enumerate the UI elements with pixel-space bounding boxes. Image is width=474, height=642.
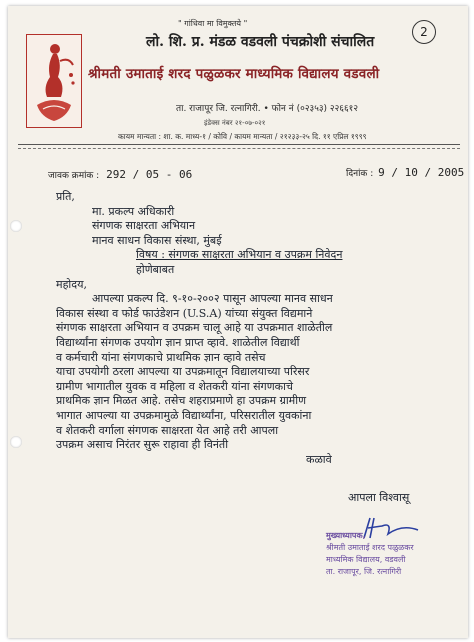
woman-figure-icon (27, 35, 81, 127)
closing-word: कळावे (306, 452, 332, 466)
header-divider-dashed (18, 148, 460, 149)
paragraph-line: ग्रामीण भागातील युवक व महिला व शेतकरी यांना संगणकाचे (56, 379, 293, 393)
letter-body (56, 190, 466, 467)
paragraph-line: याचा उपयोगी ठरला आपल्या या उपक्रमातून विद्यालयाच्या परिसर (56, 365, 310, 379)
paragraph-line: उपक्रम असाच निरंतर सुरू राहावा ही विनंती (56, 438, 229, 452)
motto: " गांधिवा मा विमुक्तये " (178, 19, 248, 28)
paragraph-line: आपल्या प्रकल्प दि. ९-१०-२००२ पासून आपल्या मानव साधन (92, 292, 333, 306)
index-number: इंडेक्स नंबर २१-०७-०२१ (204, 119, 266, 127)
sign-off: आपला विश्वासू (348, 491, 410, 504)
page-number: 2 (412, 20, 436, 44)
letter-sheet (8, 6, 468, 638)
outward-label: जावक क्रमांक : (48, 171, 100, 181)
outward-number (48, 168, 192, 181)
salutation: महोदय, (56, 277, 87, 291)
outward-value: 292 / 05 - 06 (106, 168, 193, 181)
paragraph-line: संगणक साक्षरता अभियान व उपक्रम चालू आहे या उपक्रमात शाळेतील (56, 321, 333, 335)
paragraph-line: व कर्मचारी यांना संगणकाचे प्राथमिक ज्ञान व्हावे तसेच (56, 350, 266, 364)
recipient-line: मा. प्रकल्प अधिकारी (92, 204, 175, 218)
paragraph-line: व शेतकरी वर्गाला संगणक साक्षरता येत आहे तरी आपला (56, 423, 279, 437)
paragraph-line: विकास संस्था व फोर्ड फाउंडेशन (U.S.A) यांच्या संयुक्त विद्यमाने (56, 306, 313, 320)
punch-hole-top (10, 220, 22, 232)
letter-date (346, 166, 464, 179)
school-name: श्रीमती उमाताई शरद पळुळकर माध्यमिक विद्यालय वडवली (88, 66, 380, 82)
recognition-line: कायम मान्यता : शा. क. माध्य-१ / कोवि / कायम मान्यता / २१२३३-२५ दि. ११ एप्रिल १९९९ (118, 132, 367, 141)
subject-continuation: होणेबाबत (136, 262, 175, 276)
management-subtitle: लो. शि. प्र. मंडळ वडवली पंचक्रोशी संचालित (146, 34, 375, 50)
stamp-line: श्रीमती उमाताई शरद पळुळकर (326, 543, 414, 552)
paragraph-line: विद्यार्थ्यांना संगणक उपयोग ज्ञान प्राप्त व्हावे. शाळेतील विद्यार्थी (56, 335, 300, 349)
paragraph-line: भागात आपल्या या उपक्रमामुळे विद्यार्थ्यांना, परिसरातील युवकांना (56, 408, 312, 422)
date-value: 9 / 10 / 2005 (378, 166, 465, 179)
recipient-line: मानव साधन विकास संस्था, मुंबई (92, 233, 222, 247)
to-line: प्रति, (56, 190, 75, 203)
date-label: दिनांक : (346, 169, 374, 179)
paragraph-line: प्राथमिक ज्ञान मिळत आहे. तसेच शहराप्रमाणे हा उपक्रम ग्रामीण (56, 394, 307, 408)
subject-line: विषय : संगणक साक्षरता अभियान व उपक्रम निवेदन (136, 248, 343, 262)
header-divider (18, 144, 460, 145)
principal-stamp (326, 530, 466, 578)
punch-hole-bottom (10, 436, 22, 448)
school-address: ता. राजापूर जि. रत्नागिरी. • फोन नं (०२३५३) २२६६१२ (176, 104, 359, 114)
stamp-line: ता. राजापूर, जि. रत्नागिरी (326, 567, 402, 576)
stamp-line: माध्यमिक विद्यालय, वडवली (326, 555, 406, 564)
school-logo (26, 34, 82, 128)
recipient-line: संगणक साक्षरता अभियान (92, 219, 196, 233)
stamp-line: मुख्याध्यापक, (326, 531, 366, 540)
